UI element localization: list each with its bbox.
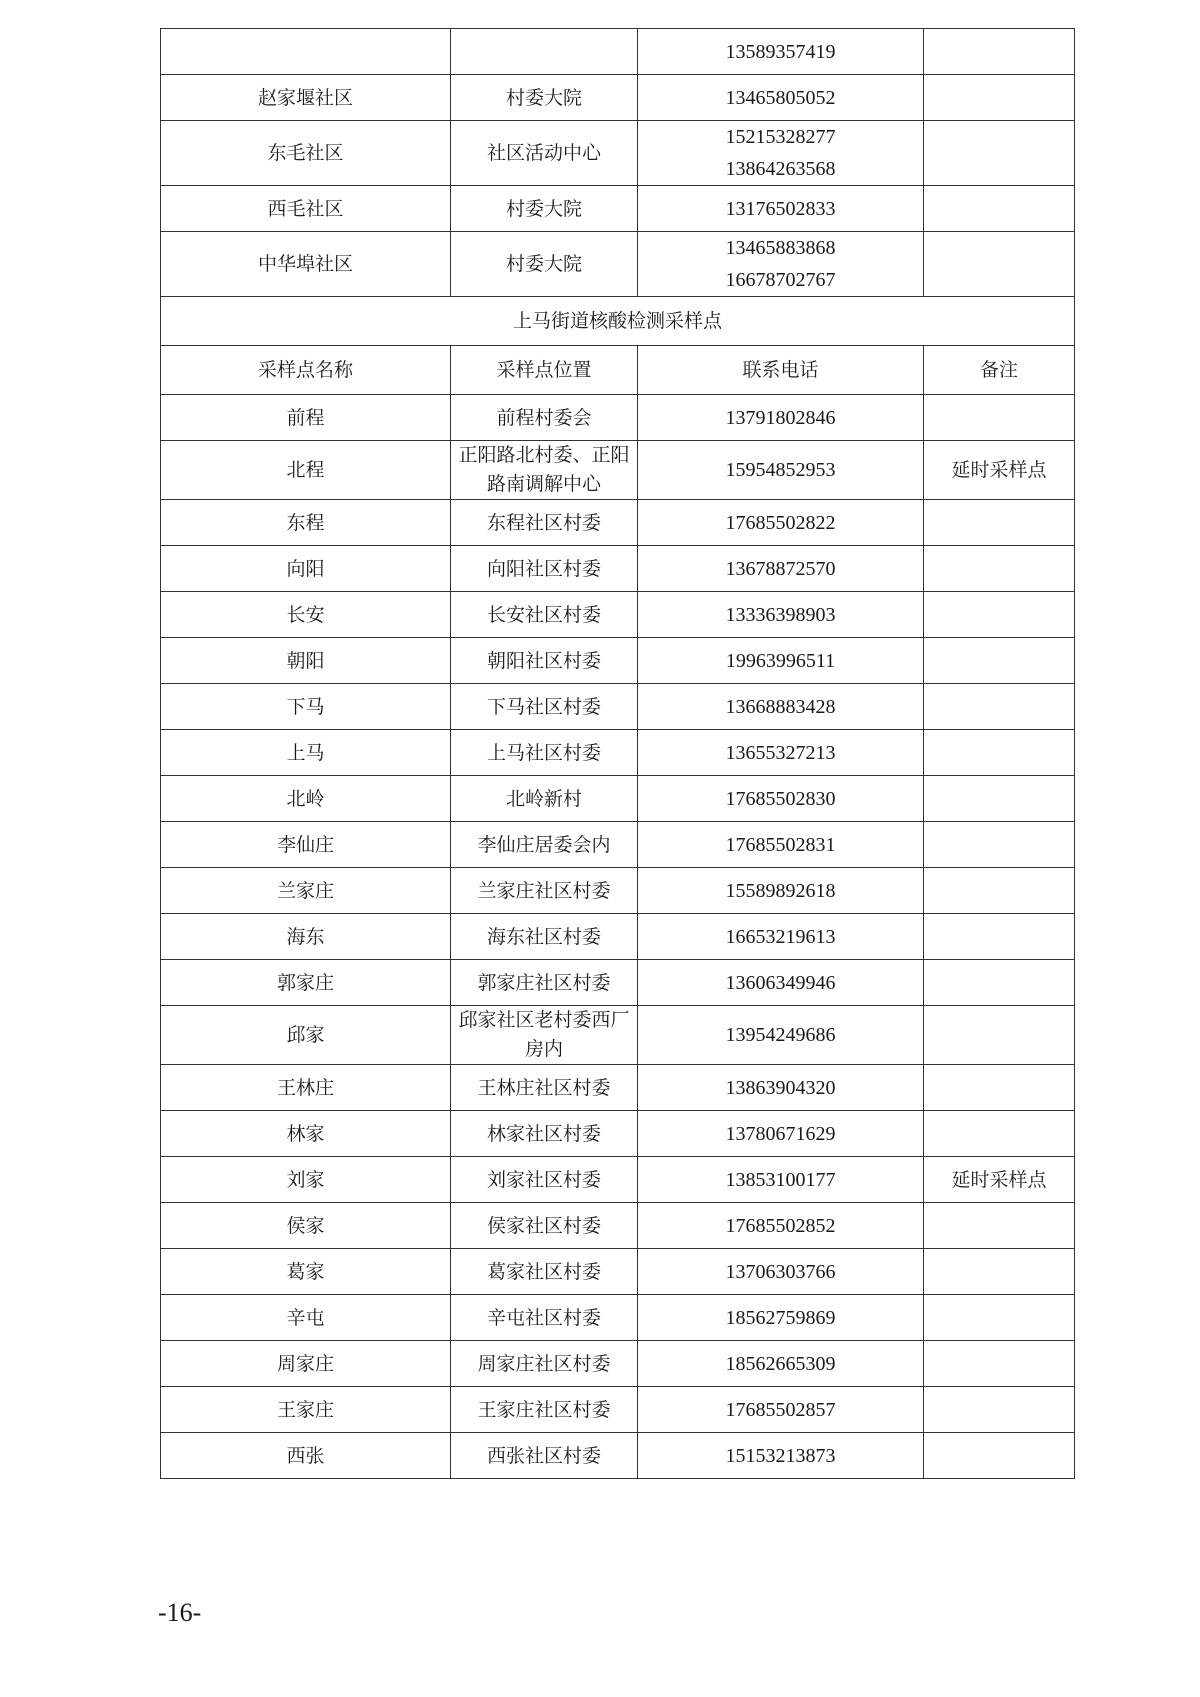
cell-name: 下马 xyxy=(161,684,451,730)
cell-name: 王林庄 xyxy=(161,1065,451,1111)
table-row xyxy=(161,638,1075,684)
cell-phone: 13336398903 xyxy=(638,592,924,638)
cell-phone: 19963996511 xyxy=(638,638,924,684)
cell-note xyxy=(924,395,1075,441)
cell-note xyxy=(924,1295,1075,1341)
cell-name: 辛屯 xyxy=(161,1295,451,1341)
cell-name: 王家庄 xyxy=(161,1387,451,1433)
table-row xyxy=(161,1157,1075,1203)
cell-note xyxy=(924,1341,1075,1387)
cell-name: 李仙庄 xyxy=(161,822,451,868)
page-number: -16- xyxy=(158,1598,202,1627)
cell-phone: 16653219613 xyxy=(638,914,924,960)
sampling-rows-group xyxy=(161,395,1075,1479)
cell-note xyxy=(924,1387,1075,1433)
cell-location: 辛屯社区村委 xyxy=(451,1295,638,1341)
cell-note xyxy=(924,592,1075,638)
cell-phone xyxy=(638,186,924,232)
table-row xyxy=(161,546,1075,592)
cell-phone: 15589892618 xyxy=(638,868,924,914)
cell-location: 兰家庄社区村委 xyxy=(451,868,638,914)
table-row xyxy=(161,29,1075,75)
table-row xyxy=(161,1433,1075,1479)
cell-name: 周家庄 xyxy=(161,1341,451,1387)
table-row xyxy=(161,914,1075,960)
table-row xyxy=(161,730,1075,776)
cell-location: 李仙庄居委会内 xyxy=(451,822,638,868)
cell-phone: 13853100177 xyxy=(638,1157,924,1203)
cell-note xyxy=(924,186,1075,232)
cell-location: 前程村委会 xyxy=(451,395,638,441)
cell-name: 海东 xyxy=(161,914,451,960)
cell-name: 朝阳 xyxy=(161,638,451,684)
cell-name: 兰家庄 xyxy=(161,868,451,914)
table-row xyxy=(161,395,1075,441)
phone-number: 15215328277 xyxy=(725,126,836,148)
cell-location: 郭家庄社区村委 xyxy=(451,960,638,1006)
cell-name: 东毛社区 xyxy=(161,121,451,186)
cell-phone xyxy=(638,75,924,121)
cell-name: 上马 xyxy=(161,730,451,776)
cell-location: 邱家社区老村委西厂房内 xyxy=(451,1006,638,1065)
section-title-row xyxy=(161,297,1075,346)
cell-phone: 13706303766 xyxy=(638,1249,924,1295)
cell-name: 刘家 xyxy=(161,1157,451,1203)
cell-location: 上马社区村委 xyxy=(451,730,638,776)
cell-name: 林家 xyxy=(161,1111,451,1157)
table-row xyxy=(161,1249,1075,1295)
table-row xyxy=(161,1295,1075,1341)
cell-phone: 15954852953 xyxy=(638,441,924,500)
cell-note xyxy=(924,960,1075,1006)
cell-name: 赵家堰社区 xyxy=(161,75,451,121)
cell-location: 向阳社区村委 xyxy=(451,546,638,592)
column-header-row xyxy=(161,346,1075,395)
table-row xyxy=(161,1341,1075,1387)
cell-phone: 17685502852 xyxy=(638,1203,924,1249)
cell-note xyxy=(924,638,1075,684)
cell-note xyxy=(924,730,1075,776)
table-row xyxy=(161,592,1075,638)
cell-note xyxy=(924,500,1075,546)
cell-phone: 17685502830 xyxy=(638,776,924,822)
cell-location: 村委大院 xyxy=(451,186,638,232)
cell-location: 村委大院 xyxy=(451,75,638,121)
cell-location: 葛家社区村委 xyxy=(451,1249,638,1295)
cell-name: 西张 xyxy=(161,1433,451,1479)
phone-number: 13864263568 xyxy=(725,158,836,180)
section-group xyxy=(161,297,1075,395)
cell-name: 向阳 xyxy=(161,546,451,592)
cell-location xyxy=(451,29,638,75)
cell-note xyxy=(924,1249,1075,1295)
cell-note: 延时采样点 xyxy=(924,1157,1075,1203)
table-row xyxy=(161,960,1075,1006)
phone-number: 13589357419 xyxy=(725,40,836,63)
cell-name: 前程 xyxy=(161,395,451,441)
top-rows-group xyxy=(161,29,1075,297)
table-row xyxy=(161,500,1075,546)
sampling-points-table xyxy=(160,28,1075,1479)
phone-number: 13465805052 xyxy=(725,86,836,109)
phone-number: 13176502833 xyxy=(725,197,836,220)
cell-name: 长安 xyxy=(161,592,451,638)
section-title: 上马街道核酸检测采样点 xyxy=(161,297,1075,346)
cell-phone: 13954249686 xyxy=(638,1006,924,1065)
cell-note xyxy=(924,546,1075,592)
cell-location: 海东社区村委 xyxy=(451,914,638,960)
phone-number: 13465883868 xyxy=(725,237,836,259)
table-row xyxy=(161,75,1075,121)
cell-note xyxy=(924,75,1075,121)
cell-phone: 18562759869 xyxy=(638,1295,924,1341)
cell-name xyxy=(161,29,451,75)
cell-phone: 17685502857 xyxy=(638,1387,924,1433)
cell-note xyxy=(924,1433,1075,1479)
cell-note xyxy=(924,776,1075,822)
cell-location: 下马社区村委 xyxy=(451,684,638,730)
cell-phone: 17685502831 xyxy=(638,822,924,868)
header-phone: 联系电话 xyxy=(638,346,924,395)
cell-phone: 13863904320 xyxy=(638,1065,924,1111)
cell-phone xyxy=(638,29,924,75)
cell-phone: 13780671629 xyxy=(638,1111,924,1157)
cell-location: 长安社区村委 xyxy=(451,592,638,638)
cell-phone: 13791802846 xyxy=(638,395,924,441)
table-row xyxy=(161,868,1075,914)
cell-location: 北岭新村 xyxy=(451,776,638,822)
cell-note xyxy=(924,1203,1075,1249)
cell-name: 东程 xyxy=(161,500,451,546)
cell-location: 王家庄社区村委 xyxy=(451,1387,638,1433)
table-row xyxy=(161,776,1075,822)
cell-location: 东程社区村委 xyxy=(451,500,638,546)
cell-note xyxy=(924,822,1075,868)
cell-phone: 13655327213 xyxy=(638,730,924,776)
cell-note xyxy=(924,684,1075,730)
table-row xyxy=(161,684,1075,730)
cell-location: 侯家社区村委 xyxy=(451,1203,638,1249)
cell-name: 侯家 xyxy=(161,1203,451,1249)
cell-name: 西毛社区 xyxy=(161,186,451,232)
table-row xyxy=(161,1111,1075,1157)
cell-phone: 17685502822 xyxy=(638,500,924,546)
cell-note xyxy=(924,29,1075,75)
cell-phone: 13668883428 xyxy=(638,684,924,730)
cell-note xyxy=(924,121,1075,186)
cell-phone: 18562665309 xyxy=(638,1341,924,1387)
cell-location: 社区活动中心 xyxy=(451,121,638,186)
cell-name: 中华埠社区 xyxy=(161,232,451,297)
cell-location: 林家社区村委 xyxy=(451,1111,638,1157)
cell-note: 延时采样点 xyxy=(924,441,1075,500)
cell-phone: 13606349946 xyxy=(638,960,924,1006)
cell-location: 村委大院 xyxy=(451,232,638,297)
table-row xyxy=(161,186,1075,232)
cell-note xyxy=(924,868,1075,914)
cell-phone xyxy=(638,121,924,186)
table-row xyxy=(161,1065,1075,1111)
cell-location: 朝阳社区村委 xyxy=(451,638,638,684)
table-row xyxy=(161,1006,1075,1065)
header-location: 采样点位置 xyxy=(451,346,638,395)
table-row xyxy=(161,121,1075,186)
table-row xyxy=(161,441,1075,500)
cell-location: 正阳路北村委、正阳路南调解中心 xyxy=(451,441,638,500)
phone-number: 16678702767 xyxy=(725,269,836,291)
cell-name: 葛家 xyxy=(161,1249,451,1295)
table-row xyxy=(161,232,1075,297)
cell-phone: 13678872570 xyxy=(638,546,924,592)
cell-note xyxy=(924,1065,1075,1111)
cell-name: 北岭 xyxy=(161,776,451,822)
table-row xyxy=(161,822,1075,868)
cell-phone xyxy=(638,232,924,297)
cell-name: 北程 xyxy=(161,441,451,500)
cell-note xyxy=(924,914,1075,960)
cell-name: 郭家庄 xyxy=(161,960,451,1006)
cell-location: 刘家社区村委 xyxy=(451,1157,638,1203)
cell-location: 王林庄社区村委 xyxy=(451,1065,638,1111)
cell-note xyxy=(924,1006,1075,1065)
table-row xyxy=(161,1203,1075,1249)
cell-name: 邱家 xyxy=(161,1006,451,1065)
cell-note xyxy=(924,1111,1075,1157)
cell-phone: 15153213873 xyxy=(638,1433,924,1479)
table-row xyxy=(161,1387,1075,1433)
cell-location: 西张社区村委 xyxy=(451,1433,638,1479)
header-note: 备注 xyxy=(924,346,1075,395)
header-name: 采样点名称 xyxy=(161,346,451,395)
cell-location: 周家庄社区村委 xyxy=(451,1341,638,1387)
cell-note xyxy=(924,232,1075,297)
